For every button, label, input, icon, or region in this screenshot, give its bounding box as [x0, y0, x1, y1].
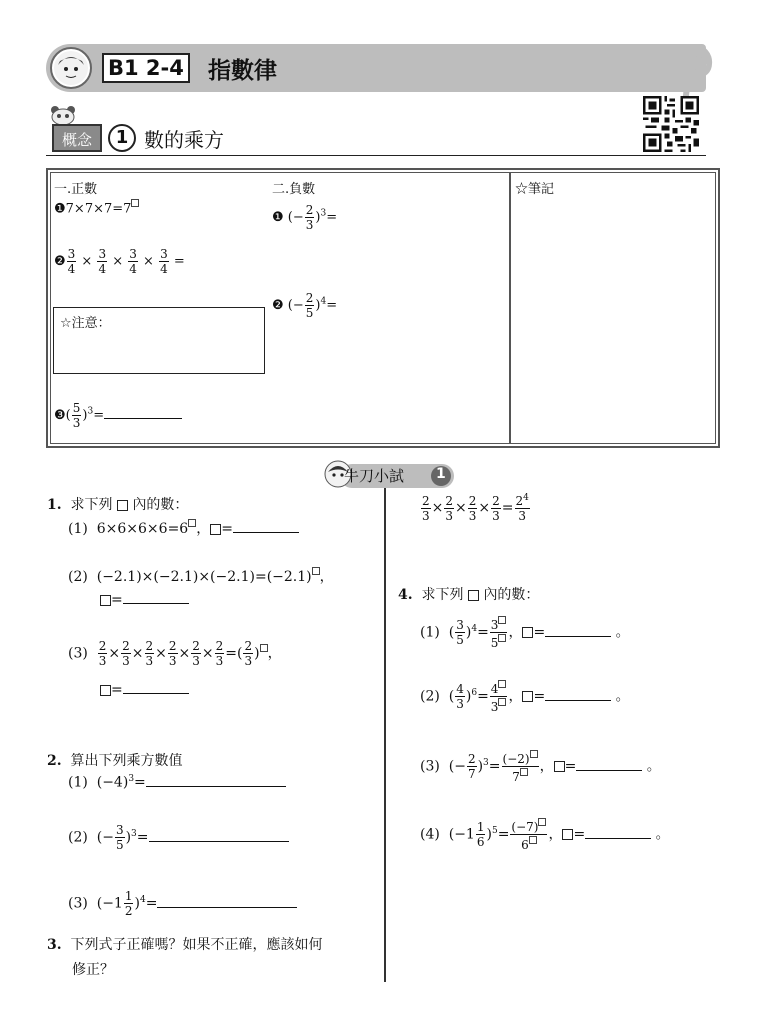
question-2-2: (2) (− $\frac{3}{5}$ )$^3$=	[68, 824, 289, 851]
question-2-3: (3) (−1 $\frac{1}{2}$ )$^4$=	[68, 890, 297, 917]
concept-title: 數的乘方	[144, 128, 224, 152]
bullet-1: ❶	[54, 201, 66, 217]
question-2-1: (1) $(-4)^3=$	[68, 774, 286, 791]
negative-heading: 二.負數	[272, 182, 316, 197]
exponent-box-icon	[131, 199, 139, 207]
positive-example-2: ❷ $\frac{3}{4}$ × $\frac{3}{4}$ × $\frac{3}{4}$ × $\frac{3}{4}$ =	[54, 247, 185, 276]
attention-label: ☆注意：	[60, 316, 111, 331]
negative-example-1: ❶ (− $\frac{2}{3}$ )$^3$=	[272, 203, 338, 232]
bullet-2: ❷	[54, 254, 66, 269]
question-2-prompt: 2. 算出下列乘方數值	[47, 753, 183, 769]
unit-code: B1 2-4	[102, 53, 190, 83]
practice-label: 牛刀小試	[344, 467, 405, 485]
attention-box[interactable]	[53, 307, 265, 374]
notes-column-divider	[509, 172, 511, 444]
bullet-3: ❸	[54, 408, 66, 423]
panda-icon	[48, 104, 78, 126]
question-4-2: (2) ( $\frac{4}{3}$ )$^6$= $\frac{4}{3}$ ， = 。	[420, 682, 630, 714]
practice-number: 1	[436, 466, 446, 482]
negative-example-2: ❷ (− $\frac{2}{5}$ )$^4$=	[272, 291, 338, 320]
question-1-3-answer: =	[100, 682, 189, 698]
question-3-line-2: 修正？	[72, 962, 114, 978]
question-3-line-1: 3. 下列式子正確嗎？如果不正確，應該如何	[47, 937, 323, 953]
question-4-prompt: 4. 求下列 內的數：	[398, 587, 540, 603]
question-4-1: (1) ( $\frac{3}{5}$ )$^4$= $\frac{3}{5}$ ， = 。	[420, 618, 630, 650]
unit-title: 指數律	[208, 58, 277, 84]
question-1-2-answer: =	[100, 592, 189, 608]
notes-heading: ☆筆記	[515, 182, 555, 197]
column-divider	[384, 488, 386, 982]
concept-number: 1	[108, 124, 136, 152]
question-1-prompt: 1. 求下列 內的數：	[47, 497, 189, 513]
question-1-2: (2) (−2.1)×(−2.1)×(−2.1)=(−2.1) ，	[68, 569, 334, 585]
question-1-3: (3) $\frac{2}{3}$ × $\frac{2}{3}$ × $\frac{2}{3}$ × $\frac{2}{3}$ × $\frac{2}{3}$ × $\frac{2}{3}$ =( $\frac{2}{3}$ ) ，	[68, 639, 282, 668]
positive-heading: 一.正數	[54, 182, 98, 197]
positive-example-3: ❸( $\frac{5}{3}$ )$^3$=	[54, 402, 182, 429]
question-3-equation: $\frac{2}{3}$ × $\frac{2}{3}$ × $\frac{2}{3}$ × $\frac{2}{3}$ = $\frac{2^4}{3}$	[422, 493, 529, 523]
divider	[46, 155, 706, 156]
question-1-1: (1) 6×6×6×6=6 ， =	[68, 518, 299, 538]
qr-code-icon[interactable]	[641, 96, 701, 152]
concept-tag: 概念	[52, 124, 102, 152]
mascot-avatar-icon	[50, 47, 92, 89]
positive-example-1: ❶7×7×7=7	[54, 199, 139, 216]
question-4-3: (3) (− $\frac{2}{7}$ )$^3$= $\frac{(-2)}{7}$ ， = 。	[420, 752, 661, 784]
question-4-4: (4) (−1 $\frac{1}{6}$ )$^5$= $\frac{(-7)}{6}$ ， = 。	[420, 820, 670, 852]
